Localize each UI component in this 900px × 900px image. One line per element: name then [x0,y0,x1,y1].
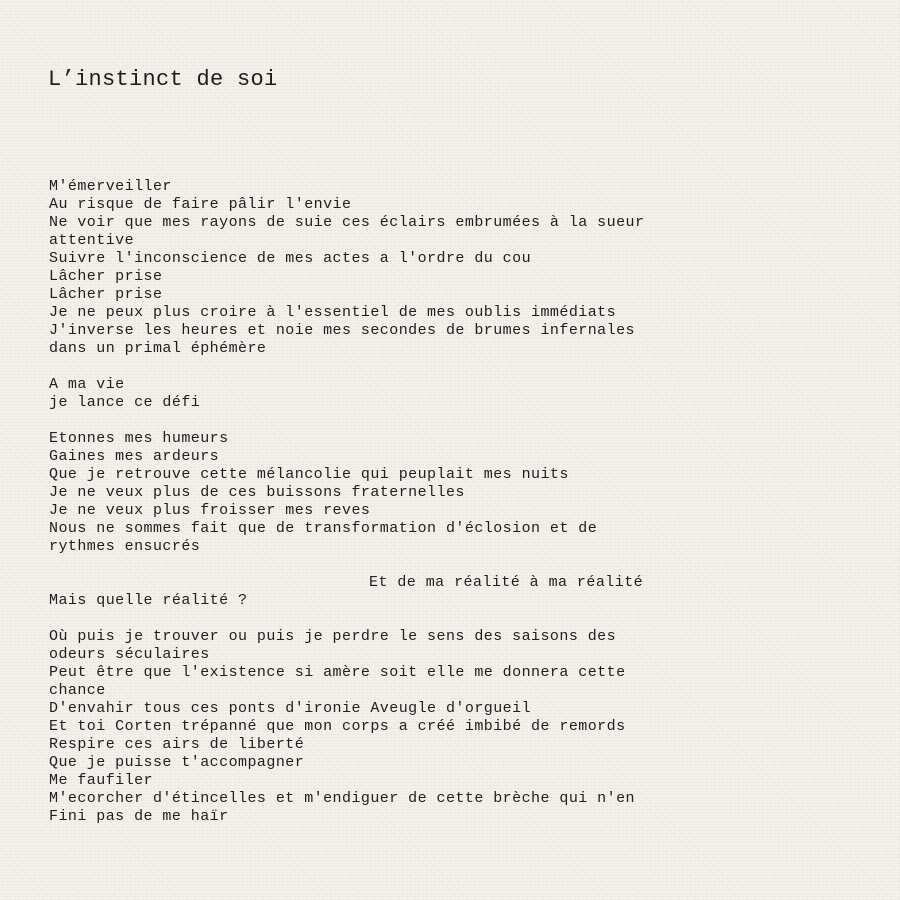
poem-stanza [49,628,689,826]
poem-line: M'ecorcher d'étincelles et m'endiguer de cette brèche qui n'en [49,790,635,807]
poem-stanza [49,430,689,556]
poem-line: Fini pas de me haïr [49,808,229,825]
poem-line: je lance ce défi [49,394,201,411]
poem-line: Où puis je trouver ou puis je perdre le sens des saisons des [49,628,617,645]
poem-line: Au risque de faire pâlir l'envie [49,196,352,213]
poem-line: Que je puisse t'accompagner [49,754,305,771]
poem-line: attentive [49,232,135,249]
poem-line: Etonnes mes humeurs [49,430,229,447]
poem-line: A ma vie [49,376,125,393]
poem-line: Je ne veux plus de ces buissons fraternelles [49,484,465,501]
poem-line: Me faufiler [49,772,153,789]
poem-line: Suivre l'inconscience de mes actes a l'ordre du cou [49,250,532,267]
poem-line: Ne voir que mes rayons de suie ces éclairs embrumées à la sueur [49,214,645,231]
poem-line: Lâcher prise [49,286,163,303]
poem-line: Lâcher prise [49,268,163,285]
poem-line: odeurs séculaires [49,646,210,663]
poem-title: L’instinct de soi [48,67,278,92]
poem-line: Mais quelle réalité ? [49,592,248,609]
poem-line: Peut être que l'existence si amère soit elle me donnera cette [49,664,626,681]
poem-line: J'inverse les heures et noie mes secondes de brumes infernales [49,322,635,339]
poem-stanza [49,178,689,358]
poem-line: Gaines mes ardeurs [49,448,220,465]
poem-line: Et toi Corten trépanné que mon corps a créé imbibé de remords [49,718,626,735]
poem-line: chance [49,682,106,699]
poem-line: Respire ces airs de liberté [49,736,305,753]
poem-line: D'envahir tous ces ponts d'ironie Aveugle d'orgueil [49,700,532,717]
poem-line: Je ne veux plus froisser mes reves [49,502,371,519]
poem-line: Et de ma réalité à ma réalité [369,574,644,591]
poem-stanza [49,574,689,610]
poem-line: Je ne peux plus croire à l'essentiel de mes oublis immédiats [49,304,617,321]
poem-line: dans un primal éphémère [49,340,267,357]
poem-line: Nous ne sommes fait que de transformation d'éclosion et de [49,520,598,537]
poem-line: rythmes ensucrés [49,538,201,555]
poem-line: M'émerveiller [49,178,172,195]
poem-body [49,178,689,826]
poem-line: Que je retrouve cette mélancolie qui peuplait mes nuits [49,466,569,483]
poem-stanza [49,376,689,412]
